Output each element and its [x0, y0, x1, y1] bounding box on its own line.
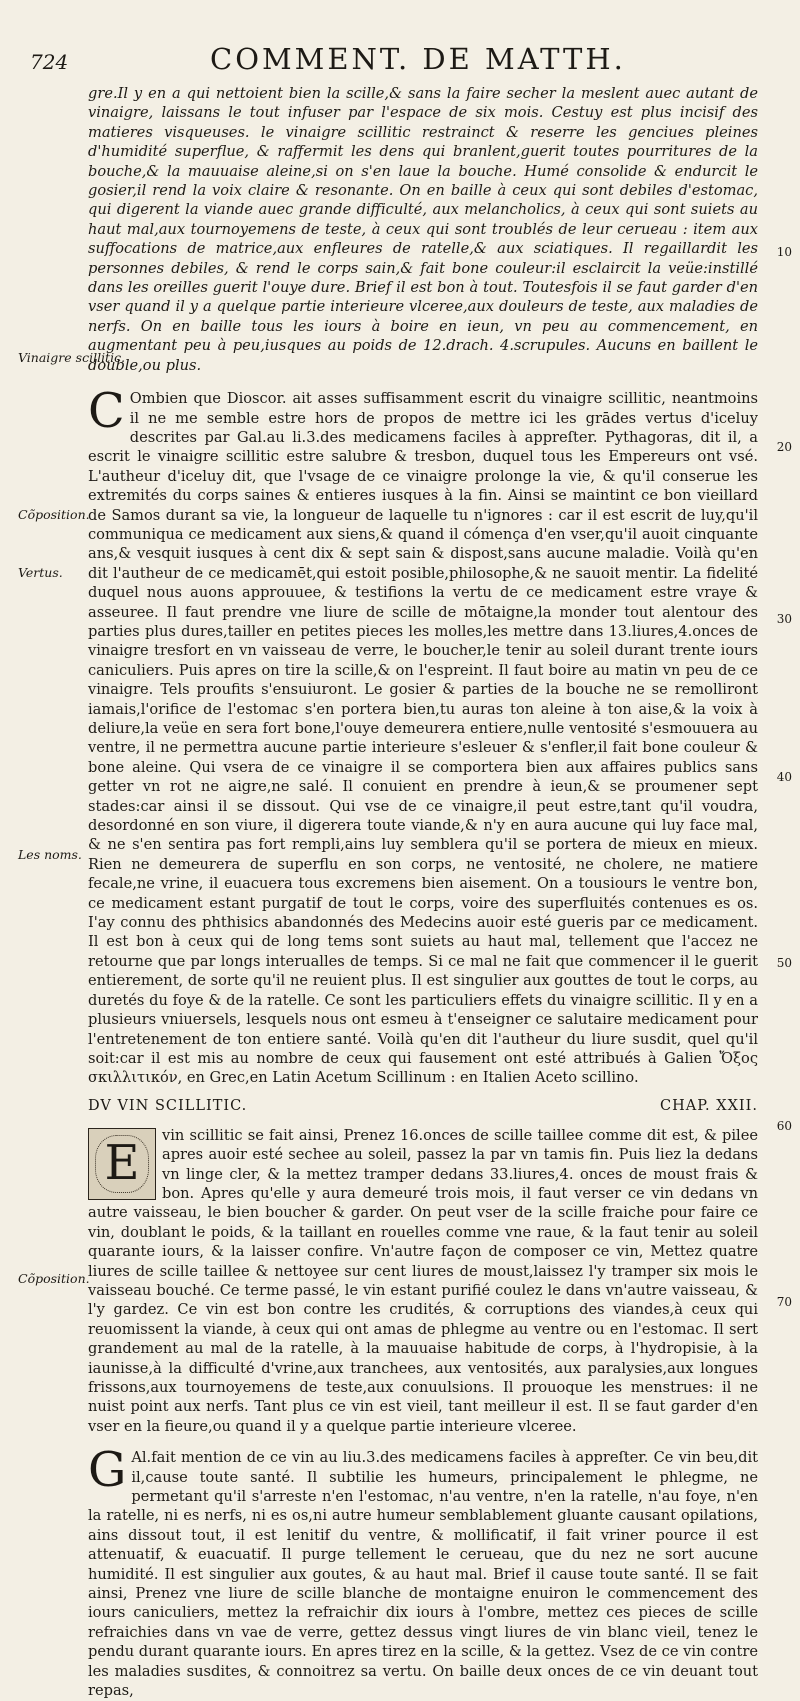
chapter-heading: [88, 1098, 758, 1114]
page-number: 724: [30, 50, 69, 74]
margin-note-vinaigre: Vinaigre scillitic.: [18, 350, 126, 365]
paragraph-vin-scillitic-text: vin scillitic se fait ainsi, Prenez 16.onces de scille taillee comme dit est, & pilee apres auoir esté sechee au soleil, passez la par vn tamis fin. Puis liez la dedans vn linge cler, & la mettez tramper dedans 33.liures,4. onces de moust frais & bon. Apres qu'elle y aura demeuré trois mois, il faut verser ce vin dedans vn autre vaisseau, le bien boucher & garder. On peut vser de la scille fraiche pour faire ce vin, doublant le poids, & la taillant en rouelles comme vne raue, & la faut tenir au soleil quarante iours, & la laisser confire. Vn'autre façon de composer ce vin, Mettez quatre liures de scille taillee & nettoyee sur cent liures de moust,laissez l'y tramper six mois le vaisseau bouché. Ce terme passé, le vin estant purifié coulez le dans vn'autre vaisseau, & l'y gardez. Ce vin est bon contre les crudités, & corruptions des viandes,à ceux qui reuomissent la viande, à ceux qui ont amas de phlegme au ventre ou en l'estomac. Il sert grandement au mal de la ratelle, à la mauuaise habitude de corps, à l'hydropisie, à la iaunisse,à la difficulté d'vrine,aux tranchees, aux ventosités, aux paralysies,aux longues frissons,aux tournoyemens de teste,aux conuulsions. Il prouoque les menstrues: il ne nuist point aux nerfs. Tant plus ce vin est vieil, tant meilleur il est. Il se faut garder d'en vser en la fieure,ou quand il y a quelque partie interieure vlceree.: [88, 1126, 758, 1435]
margin-note-composition-2: Cõposition.: [18, 1271, 90, 1286]
initial-c: C: [88, 383, 125, 440]
paragraph-galien: [88, 383, 758, 1088]
paragraph-vin-scillitic: [88, 1126, 758, 1437]
chapter-title: DV VIN SCILLITIC.: [88, 1097, 248, 1114]
main-text: [88, 84, 758, 1701]
margin-note-composition-1: Cõposition.: [18, 507, 90, 522]
line-number-70: 70: [776, 1295, 792, 1309]
line-number-10: 10: [776, 245, 792, 259]
margin-note-noms: Les noms.: [18, 847, 82, 862]
line-number-50: 50: [776, 956, 792, 970]
paragraph-galien-text: Ombien que Dioscor. ait asses suffisamment escrit du vinaigre scillitic, neantmoins il ne me semble estre hors de propos de mettre ici les grādes vertus d'iceluy descrites par Gal.au li.3.des medicamens faciles à appreſter. Pythagoras, dit il, a escrit le vinaigre scillitic estre salubre & tresbon, duquel tous les Empereurs ont vsé. L'autheur d'iceluy dit, que l'vsage de ce vinaigre prolonge la vie, & qu'il conserue les extremités du corps saines & entieres iusques à la fin. Ainsi se maintint ce bon vieillard de Samos durant sa vie, la longueur de laquelle tu n'ignores : car il est escrit de luy,qu'il communiqua ce medicament aux siens,& quand il cómença d'en vser,qu'il auoit cinquante ans,& vesquit iusques à cent dix & sept sain & dispost,sans aucune maladie. Voilà qu'en dit l'autheur de ce medicamēt,qui estoit posible,philosophe,& ne sauoit mentir. La fidelité duquel nous auons approuuee, & testifions la vertu de ce medicament estre vraye & asseuree. Il faut prendre vne liure de scille de mōtaigne,la monder tout alentour des parties plus dures,tailler en petites pieces les molles,les mettre dans 13.liures,4.onces de vinaigre tresfort en vn vaisseau de verre, le boucher,le tenir au soleil durant trente iours caniculiers. Puis apres on tire la scille,& on l'espreint. Il faut boire au matin vn peu de ce vinaigre. Tels proufits s'ensuiuront. Le gosier & parties de la bouche ne se remolliront iamais,l'orifice de l'estomac s'en portera bien,tu auras ton aleine à ton aise,& la voix à deliure,la veüe en sera fort bone,l'ouye demeurera entiere,nulle ventosité s'esmouuera au ventre, il ne permettra aucune partie interieure s'esleuer & s'enfler,il fait bone couleur & bone aleine. Qui vsera de ce vinaigre il se comportera bien aux affaires publics sans getter vn rot ne aigre,ne salé. Il conuient en prendre à ieun,& se proumener sept stades:car ainsi il se dissout. Qui vse de ce vinaigre,il peut estre,tant qu'il voudra, desordonné en son viure, il digerera toute viande,& n'y en aura aucune qui luy face mal, & ne s'en sentira pas fort rempli,ains luy semblera qu'il se portera de mieux en mieux. Rien ne demeurera de superflu en son corps, ne ventosité, ne cholere, ne matiere fecale,ne vrine, il euacuera tous excremens bien aisement. On a tousiours le ventre bon, ce medicament estant purgatif de tout le corps, voire des superfluités contenues es os. I'ay connu des phthisics abandonnés des Medecins auoir esté gueris par ce medicament. Il est bon à ceux qui de long tems sont suiets au haut mal, tellement que l'accez ne retourne que par longs interualles de temps. Si ce mal ne fait que commencer il le guerit entierement, de sorte qu'il ne reuient plus. Il est singulier aux gouttes de tout le corps, au duretés du foye & de la ratelle. Ce sont les particuliers effets du vinaigre scillitic. Il y en a plusieurs vniuersels, lesquels nous ont esmeu à t'enseigner ce salutaire medicament pour l'entretenement de ton entiere santé. Voilà qu'en dit l'autheur du liure susdit, quel qu'il soit:car il est mis au nombre de ceux qui fausement ont esté attribués à Galien Ὄξος σκιλλιτικόν, en Grec,en Latin Acetum Scillinum : en Italien Aceto scillino.: [88, 390, 758, 1087]
dropcap-letter: E: [104, 1134, 140, 1191]
line-number-30: 30: [776, 612, 792, 626]
paragraph-vinaigre: gre.Il y en a qui nettoient bien la scille,& sans la faire secher la meslent auec autant de vinaigre, laissans le tout infuser par l'espace de six mois. Cestuy est plus incisif des matieres visqueuses. le vinaigre scillitic restrainct & reserre les genciues pleines d'humidité superflue, & raffermit les dens qui branlent,guerit toutes pourritures de la bouche,& la mauuaise aleine,si on s'en laue la bouche. Humé consolide & endurcit le gosier,il rend la voix claire & resonante. On en baille à ceux qui sont debiles d'estomac, qui digerent la viande auec grande difficulté, aux melancholics, à ceux qui sont suiets au haut mal,aux tournoyemens de teste, à ceux qui sont troublés de leur cerueau : item aux suffocations de matrice,aux enfleures de ratelle,& aux sciatiques. Il regaillardit les personnes debiles, & rend le corps sain,& fait bone couleur:il esclaircit la veüe:instillé dans les oreilles guerit l'ouye dure. Brief il est bon à tout. Toutesfois il se faut garder d'en vser quand il y a quelque partie interieure vlceree,aux douleurs de teste, aux maladies de nerfs. On en baille tous les iours à boire en ieun, vn peu au commencement, en augmentant peu à peu,iusques au poids de 12.drach. 4.scrupules. Aucuns en baillent le double,ou plus.: [88, 85, 758, 374]
paragraph-galien-vin-text: Al.fait mention de ce vin au liu.3.des medicamens faciles à appreſter. Ce vin beu,dit il,cause toute santé. Il subtilie les humeurs, principalement le phlegme, ne permetant qu'il s'arreste n'en l'estomac, n'au ventre, n'en la ratelle, n'au foye, n'en la ratelle, ni es nerfs, ni es os,ni autre humeur semblablement gluante causant opilations, ains dissout tout, il est lenitif du ventre, & mollificatif, il fait vriner pource il est attenuatif, & euacuatif. Il purge tellement le cerueau, que du nez ne sort aucune humidité. Il est singulier aux goutes, & au haut mal. Brief il cause toute santé. Il se fait ainsi, Prenez vne liure de scille blanche de montaigne enuiron le commencement des iours caniculiers, mettez la refraichir dix iours à l'ombre, mettez ces pieces de scille refraichies dans vn vae de verre, gettez dessus vingt liures de vin blanc vieil, tenez le pendu durant quarante iours. En apres tirez en la scille, & la gettez. Vsez de ce vin contre les maladies susdites, & connoitrez sa vertu. On baille deux onces de ce vin deuant tout repas,: [88, 1449, 758, 1700]
dropcap-ornament: [88, 1128, 156, 1200]
line-number-60: 60: [776, 1119, 792, 1133]
running-title: COMMENT. DE MATTH.: [210, 42, 626, 76]
line-number-40: 40: [776, 770, 792, 784]
margin-note-vertus: Vertus.: [18, 565, 63, 580]
paragraph-galien-vin: [88, 1442, 758, 1700]
line-number-20: 20: [776, 440, 792, 454]
initial-g: G: [88, 1442, 127, 1499]
chapter-number: CHAP. XXII.: [660, 1097, 758, 1114]
